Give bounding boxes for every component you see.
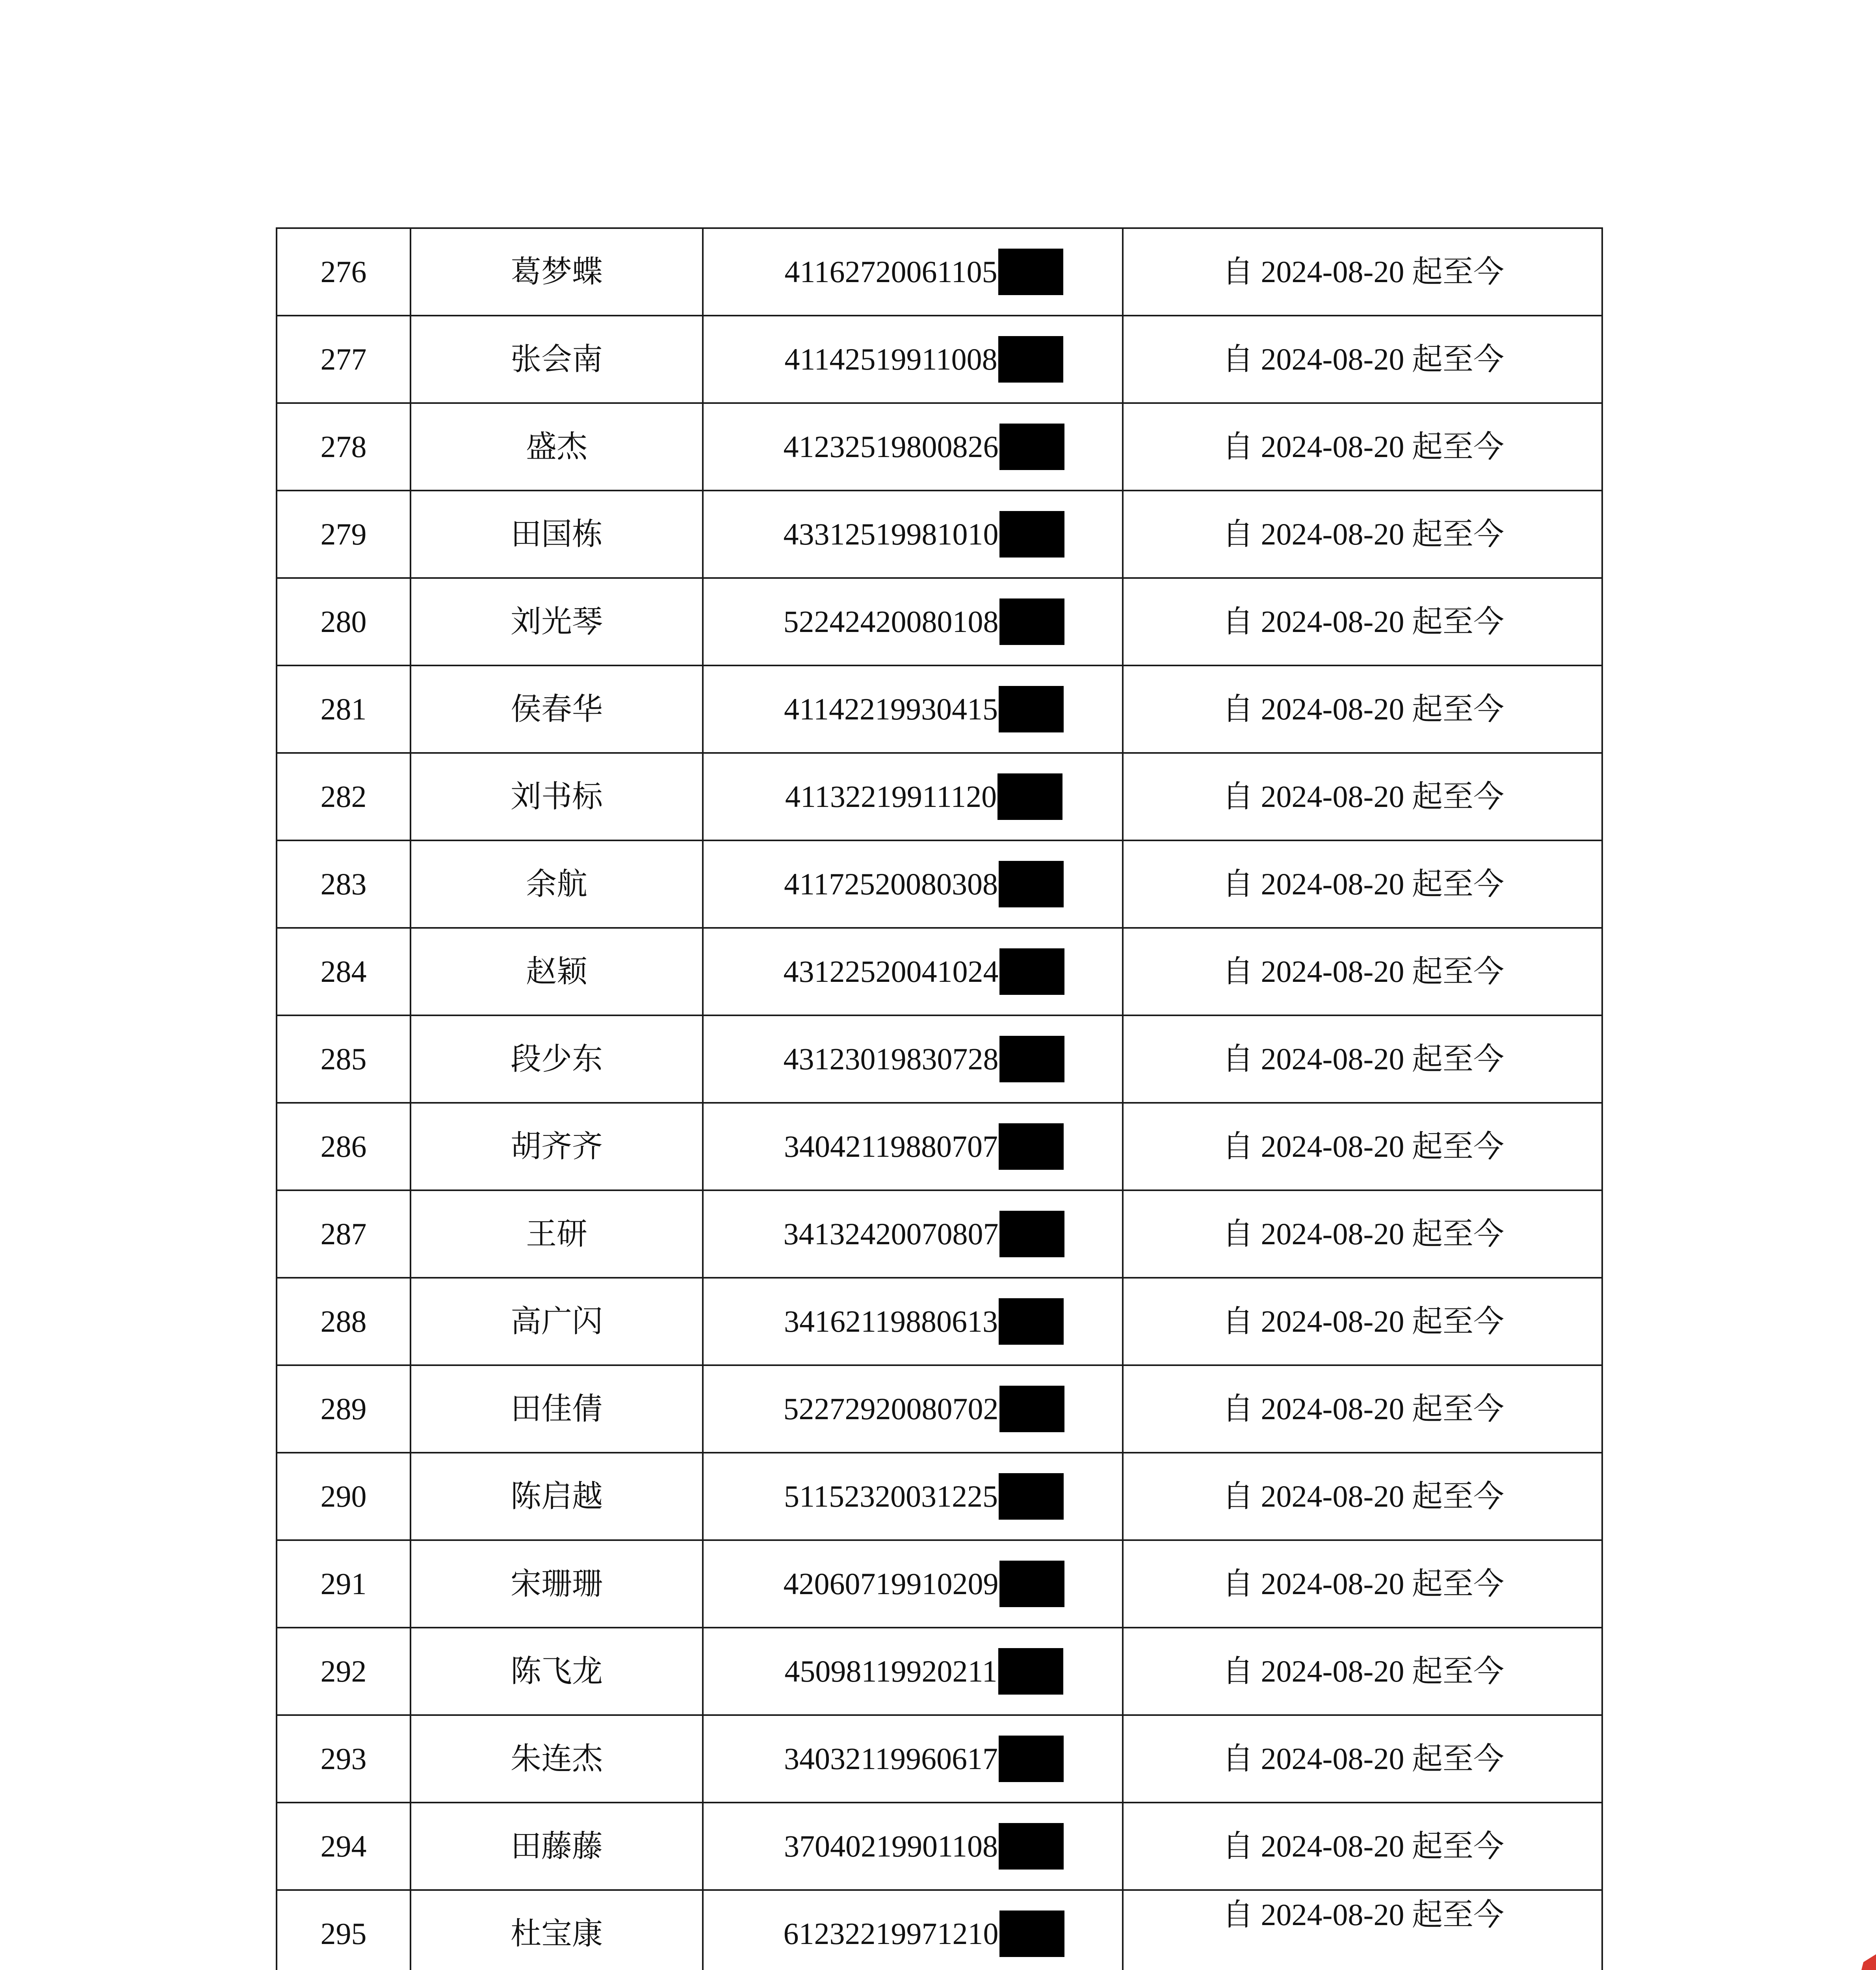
id-number-cell (703, 1715, 1123, 1803)
id-number-wrapper (784, 1473, 1064, 1520)
row-number-cell: 277 (277, 316, 410, 403)
id-number-wrapper (784, 424, 1064, 470)
period-cell (1123, 1190, 1602, 1278)
id-number-wrapper (784, 1823, 1064, 1870)
id-number-cell (703, 1890, 1123, 1970)
redaction-block (999, 511, 1064, 558)
row-number-cell: 294 (277, 1803, 410, 1890)
id-number-wrapper (784, 1648, 1063, 1695)
id-number-cell (703, 578, 1123, 665)
id-number-wrapper (784, 511, 1064, 558)
table-row (277, 1628, 1602, 1715)
period-cell (1123, 491, 1602, 578)
id-number-wrapper (784, 1211, 1064, 1257)
id-number-visible: 41142519911008 (784, 342, 997, 376)
id-number-visible: 43123019830728 (783, 1042, 999, 1076)
name-cell: 杜宝康 (410, 1890, 703, 1970)
roster-table (276, 227, 1603, 1970)
redaction-block (999, 1123, 1064, 1170)
red-seal-fragment (1848, 1954, 1876, 1970)
id-number-cell (703, 1803, 1123, 1890)
period-cell (1123, 1365, 1602, 1453)
period-cell (1123, 753, 1602, 840)
table-row (277, 928, 1602, 1015)
name-cell: 朱连杰 (410, 1715, 703, 1803)
period-text: 自 2024-08-20 起至今 (1222, 1898, 1504, 1932)
redaction-block (999, 948, 1064, 995)
name-cell: 宋珊珊 (410, 1540, 703, 1628)
redaction-block (998, 336, 1063, 383)
id-number-visible: 52242420080108 (783, 604, 999, 639)
redaction-block (999, 1823, 1064, 1870)
id-number-wrapper (784, 1736, 1064, 1782)
redaction-block (999, 1036, 1064, 1082)
name-cell: 胡齐齐 (410, 1103, 703, 1190)
period-text: 自 2024-08-20 起至今 (1222, 1129, 1504, 1163)
redaction-block (999, 1736, 1064, 1782)
table-row (277, 1715, 1602, 1803)
table-row (277, 1365, 1602, 1453)
id-number-cell (703, 928, 1123, 1015)
row-number-cell: 287 (277, 1190, 410, 1278)
row-number-cell: 293 (277, 1715, 410, 1803)
table-row (277, 1103, 1602, 1190)
period-cell (1123, 1715, 1602, 1803)
table-row (277, 1453, 1602, 1540)
id-number-wrapper (784, 1561, 1064, 1607)
id-number-wrapper (784, 1123, 1064, 1170)
row-number-cell: 282 (277, 753, 410, 840)
table-row (277, 403, 1602, 491)
id-number-visible: 61232219971210 (783, 1916, 999, 1951)
period-text: 自 2024-08-20 起至今 (1222, 1304, 1504, 1338)
redaction-block (999, 1386, 1064, 1432)
redaction-block (999, 861, 1064, 907)
id-number-cell (703, 1015, 1123, 1103)
name-cell: 王研 (410, 1190, 703, 1278)
redaction-block (999, 1561, 1064, 1607)
id-number-cell (703, 1628, 1123, 1715)
period-cell (1123, 1628, 1602, 1715)
row-number-cell: 291 (277, 1540, 410, 1628)
period-text: 自 2024-08-20 起至今 (1222, 692, 1504, 726)
table-row (277, 665, 1602, 753)
period-text: 自 2024-08-20 起至今 (1222, 517, 1504, 551)
id-number-visible: 37040219901108 (784, 1829, 998, 1863)
table-row (277, 1278, 1602, 1365)
id-number-cell (703, 665, 1123, 753)
redaction-block (999, 424, 1064, 470)
period-cell (1123, 1278, 1602, 1365)
id-number-wrapper (785, 773, 1062, 820)
period-text: 自 2024-08-20 起至今 (1222, 1217, 1504, 1251)
id-number-visible: 34132420070807 (783, 1217, 999, 1251)
period-text: 自 2024-08-20 起至今 (1222, 1479, 1504, 1513)
id-number-cell (703, 840, 1123, 928)
name-cell: 刘书标 (410, 753, 703, 840)
id-number-visible: 41142219930415 (784, 692, 998, 726)
period-cell (1123, 840, 1602, 928)
row-number-cell: 290 (277, 1453, 410, 1540)
table-row (277, 1890, 1602, 1970)
table-row (277, 1803, 1602, 1890)
name-cell: 田藤藤 (410, 1803, 703, 1890)
period-cell (1123, 665, 1602, 753)
period-text: 自 2024-08-20 起至今 (1222, 1392, 1504, 1426)
period-cell (1123, 403, 1602, 491)
period-text: 自 2024-08-20 起至今 (1222, 1042, 1504, 1076)
id-number-wrapper (784, 1911, 1064, 1957)
id-number-wrapper (784, 686, 1064, 732)
id-number-cell (703, 1103, 1123, 1190)
period-text: 自 2024-08-20 起至今 (1222, 867, 1504, 901)
row-number-cell: 295 (277, 1890, 410, 1970)
id-number-cell (703, 753, 1123, 840)
name-cell: 赵颖 (410, 928, 703, 1015)
name-cell: 刘光琴 (410, 578, 703, 665)
name-cell: 张会南 (410, 316, 703, 403)
id-number-visible: 34042119880707 (784, 1129, 998, 1163)
id-number-visible: 45098119920211 (784, 1654, 997, 1688)
period-text: 自 2024-08-20 起至今 (1222, 255, 1504, 289)
id-number-cell (703, 1278, 1123, 1365)
id-number-visible: 42060719910209 (783, 1567, 999, 1601)
period-cell (1123, 1103, 1602, 1190)
table-row (277, 491, 1602, 578)
row-number-cell: 278 (277, 403, 410, 491)
period-text: 自 2024-08-20 起至今 (1222, 1741, 1504, 1776)
period-text: 自 2024-08-20 起至今 (1222, 429, 1504, 464)
table-row (277, 753, 1602, 840)
name-cell: 侯春华 (410, 665, 703, 753)
redaction-block (997, 773, 1062, 820)
name-cell: 盛杰 (410, 403, 703, 491)
period-text: 自 2024-08-20 起至今 (1222, 1829, 1504, 1863)
id-number-visible: 52272920080702 (783, 1392, 999, 1426)
row-number-cell: 280 (277, 578, 410, 665)
name-cell: 陈飞龙 (410, 1628, 703, 1715)
row-number-cell: 289 (277, 1365, 410, 1453)
redaction-block (999, 686, 1064, 732)
id-number-cell (703, 491, 1123, 578)
id-number-cell (703, 403, 1123, 491)
id-number-visible: 34032119960617 (784, 1741, 998, 1776)
id-number-visible: 43312519981010 (783, 517, 999, 551)
id-number-cell (703, 228, 1123, 316)
row-number-cell: 281 (277, 665, 410, 753)
id-number-cell (703, 1540, 1123, 1628)
row-number-cell: 285 (277, 1015, 410, 1103)
id-number-visible: 51152320031225 (784, 1479, 998, 1513)
period-text: 自 2024-08-20 起至今 (1222, 954, 1504, 989)
period-cell (1123, 1015, 1602, 1103)
table-row (277, 1015, 1602, 1103)
period-cell (1123, 228, 1602, 316)
name-cell: 高广闪 (410, 1278, 703, 1365)
name-cell: 田国栋 (410, 491, 703, 578)
id-number-wrapper (784, 948, 1064, 995)
row-number-cell: 283 (277, 840, 410, 928)
id-number-cell (703, 316, 1123, 403)
period-cell (1123, 1803, 1602, 1890)
period-text: 自 2024-08-20 起至今 (1222, 779, 1504, 814)
id-number-visible: 41162720061105 (784, 255, 997, 289)
row-number-cell: 284 (277, 928, 410, 1015)
row-number-cell: 276 (277, 228, 410, 316)
row-number-cell: 279 (277, 491, 410, 578)
redaction-block (999, 1298, 1064, 1345)
redaction-block (999, 1473, 1064, 1520)
id-number-visible: 34162119880613 (784, 1304, 998, 1338)
table-row (277, 316, 1602, 403)
id-number-visible: 41132219911120 (785, 779, 997, 814)
id-number-wrapper (784, 861, 1064, 907)
id-number-wrapper (784, 1386, 1064, 1432)
period-text: 自 2024-08-20 起至今 (1222, 342, 1504, 376)
period-cell (1123, 316, 1602, 403)
row-number-cell: 286 (277, 1103, 410, 1190)
redaction-block (998, 1648, 1063, 1695)
name-cell: 陈启越 (410, 1453, 703, 1540)
id-number-cell (703, 1190, 1123, 1278)
table-row (277, 840, 1602, 928)
period-cell (1123, 1540, 1602, 1628)
id-number-wrapper (784, 1036, 1064, 1082)
redaction-block (999, 1211, 1064, 1257)
id-number-visible: 41172520080308 (784, 867, 998, 901)
id-number-wrapper (784, 336, 1063, 383)
id-number-wrapper (784, 1298, 1064, 1345)
table-row (277, 1540, 1602, 1628)
name-cell: 葛梦蝶 (410, 228, 703, 316)
table-row (277, 1190, 1602, 1278)
period-cell (1123, 928, 1602, 1015)
table-row (277, 578, 1602, 665)
table-row (277, 228, 1602, 316)
redaction-block (999, 598, 1064, 645)
id-number-visible: 41232519800826 (783, 429, 999, 464)
row-number-cell: 292 (277, 1628, 410, 1715)
redaction-block (999, 1911, 1064, 1957)
id-number-visible: 43122520041024 (783, 954, 999, 989)
period-text: 自 2024-08-20 起至今 (1222, 604, 1504, 639)
name-cell: 余航 (410, 840, 703, 928)
period-cell (1123, 1453, 1602, 1540)
id-number-wrapper (784, 249, 1063, 295)
roster-body (277, 228, 1602, 1970)
period-text: 自 2024-08-20 起至今 (1222, 1567, 1504, 1601)
redaction-block (998, 249, 1063, 295)
id-number-cell (703, 1453, 1123, 1540)
period-text: 自 2024-08-20 起至今 (1222, 1654, 1504, 1688)
name-cell: 段少东 (410, 1015, 703, 1103)
row-number-cell: 288 (277, 1278, 410, 1365)
period-cell (1123, 1890, 1602, 1970)
name-cell: 田佳倩 (410, 1365, 703, 1453)
id-number-wrapper (784, 598, 1064, 645)
period-cell (1123, 578, 1602, 665)
id-number-cell (703, 1365, 1123, 1453)
